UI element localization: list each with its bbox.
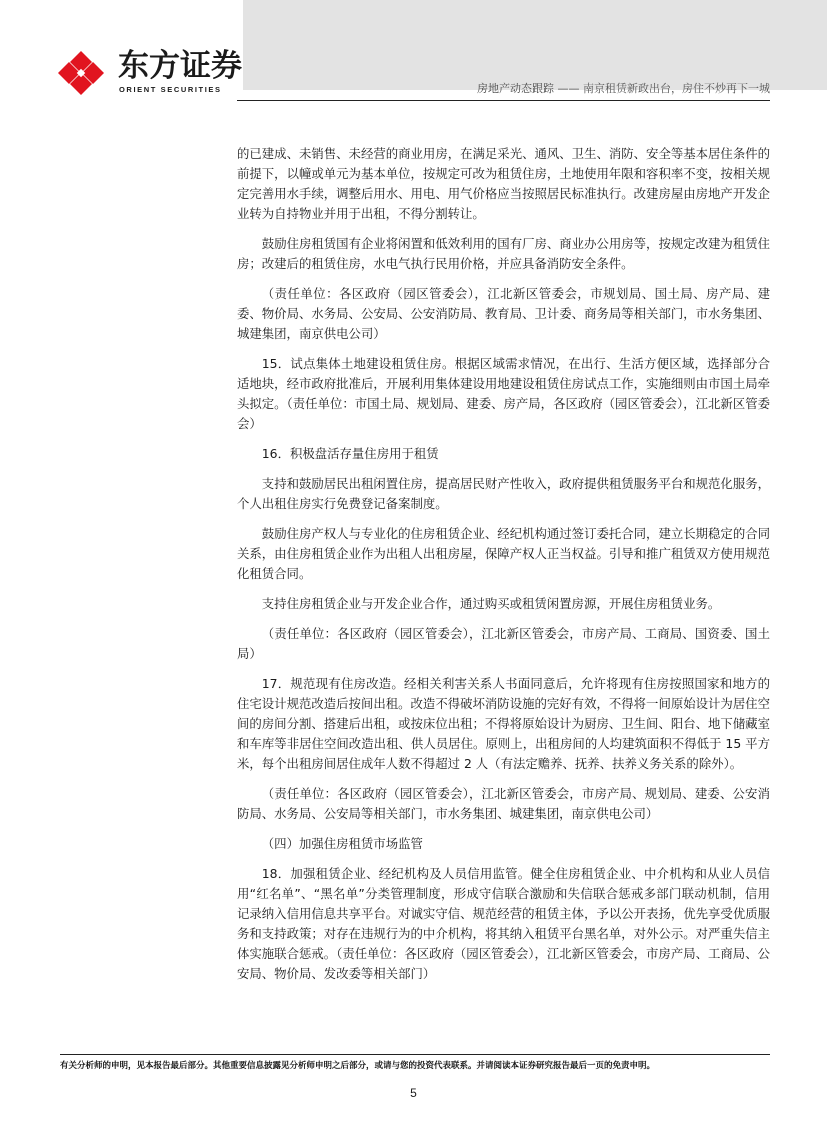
orient-securities-logo-icon	[52, 50, 110, 96]
paragraph: 支持和鼓励居民出租闲置住房，提高居民财产性收入，政府提供租赁服务平台和规范化服务，个人出租住房实行免费登记备案制度。	[237, 476, 770, 511]
paragraph: 18．加强租赁企业、经纪机构及人员信用监管。健全住房租赁企业、中介机构和从业人员信用“红名单”、“黑名单”分类管理制度，形成守信联合激励和失信联合惩戒多部门联动机制，信用记录纳入信用信息共享平台。对诚实守信、规范经营的租赁主体，予以公开表扬，优先享受优质服务和支持政策；对存在违规行为的中介机构，将其纳入租赁平台黑名单，对外公示。对严重失信主体实施联合惩戒。（责任单位：各区政府（园区管委会），江北新区管委会，市房产局、工商局、公安局、物价局、发改委等相关部门）	[237, 866, 770, 981]
header-gray-band	[243, 0, 827, 90]
paragraph: （责任单位：各区政府（园区管委会），江北新区管委会，市房产局、工商局、国资委、国土局）	[237, 626, 770, 661]
page-number: 5	[410, 1086, 417, 1100]
report-type: 房地产动态跟踪	[477, 82, 554, 95]
brand-name-en: ORIENT SECURITIES	[119, 85, 222, 94]
section-heading: 16．积极盘活存量住房用于租赁	[261, 446, 439, 461]
footer-disclaimer: 有关分析师的申明，见本报告最后部分。其他重要信息披露见分析师申明之后部分，或请与您的投资代表联系。并请阅读本证券研究报告最后一页的免责申明。	[60, 1061, 656, 1071]
paragraph: 鼓励住房租赁国有企业将闲置和低效利用的国有厂房、商业办公用房等，按规定改建为租赁住房；改建后的租赁住房，水电气执行民用价格，并应具备消防安全条件。	[237, 236, 770, 271]
section-heading: （四）加强住房租赁市场监管	[261, 836, 423, 851]
paragraph: 支持住房租赁企业与开发企业合作，通过购买或租赁闲置房源，开展住房租赁业务。	[261, 596, 721, 611]
brand-name-cn: 东方证券	[118, 48, 242, 84]
paragraph: 的已建成、未销售、未经营的商业用房，在满足采光、通风、卫生、消防、安全等基本居住条件的前提下，以幢或单元为基本单位，按规定可改为租赁住房，土地使用年限和容积率不变，按相关规定完善用水手续，调整后用水、用电、用气价格应当按照居民标准执行。改建房屋由房地产开发企业转为自持物业并用于出租，不得分割转让。	[237, 146, 770, 221]
report-title: 南京租赁新政出台，房住不炒再下一城	[583, 82, 770, 95]
report-header	[477, 81, 770, 97]
header-divider	[237, 100, 770, 101]
paragraph: 17．规范现有住房改造。经相关利害关系人书面同意后，允许将现有住房按照国家和地方的住宅设计规范改造后按间出租。改造不得破坏消防设施的完好有效，不得将一间原始设计为居住空间的房间分割、搭建后出租，或按床位出租；不得将原始设计为厨房、卫生间、阳台、地下储藏室和车库等非居住空间改造出租、供人员居住。原则上，出租房间的人均建筑面积不得低于 15 平方米，每个出租房间居住成年人数不得超过 2 人（有法定赡养、抚养、扶养义务关系的除外）。	[237, 676, 770, 771]
footer-divider	[60, 1054, 770, 1055]
paragraph: （责任单位：各区政府（园区管委会），江北新区管委会，市房产局、规划局、建委、公安消防局、水务局、公安局等相关部门，市水务集团、城建集团，南京供电公司）	[237, 786, 770, 821]
paragraph: 鼓励住房产权人与专业化的住房租赁企业、经纪机构通过签订委托合同，建立长期稳定的合同关系，由住房租赁企业作为出租人出租房屋，保障产权人正当权益。引导和推广租赁双方使用规范化租赁合同。	[237, 526, 770, 581]
header-dash: ——	[557, 82, 580, 95]
document-body	[237, 144, 770, 994]
paragraph: 15．试点集体土地建设租赁住房。根据区域需求情况，在出行、生活方便区域，选择部分合适地块，经市政府批准后，开展利用集体建设用地建设租赁住房试点工作，实施细则由市国土局牵头拟定。（责任单位：市国土局、规划局、建委、房产局，各区政府（园区管委会），江北新区管委会）	[237, 356, 770, 431]
paragraph: （责任单位：各区政府（园区管委会），江北新区管委会，市规划局、国土局、房产局、建委、物价局、水务局、公安局、公安消防局、教育局、卫计委、商务局等相关部门，市水务集团、城建集团，南京供电公司）	[237, 286, 770, 341]
